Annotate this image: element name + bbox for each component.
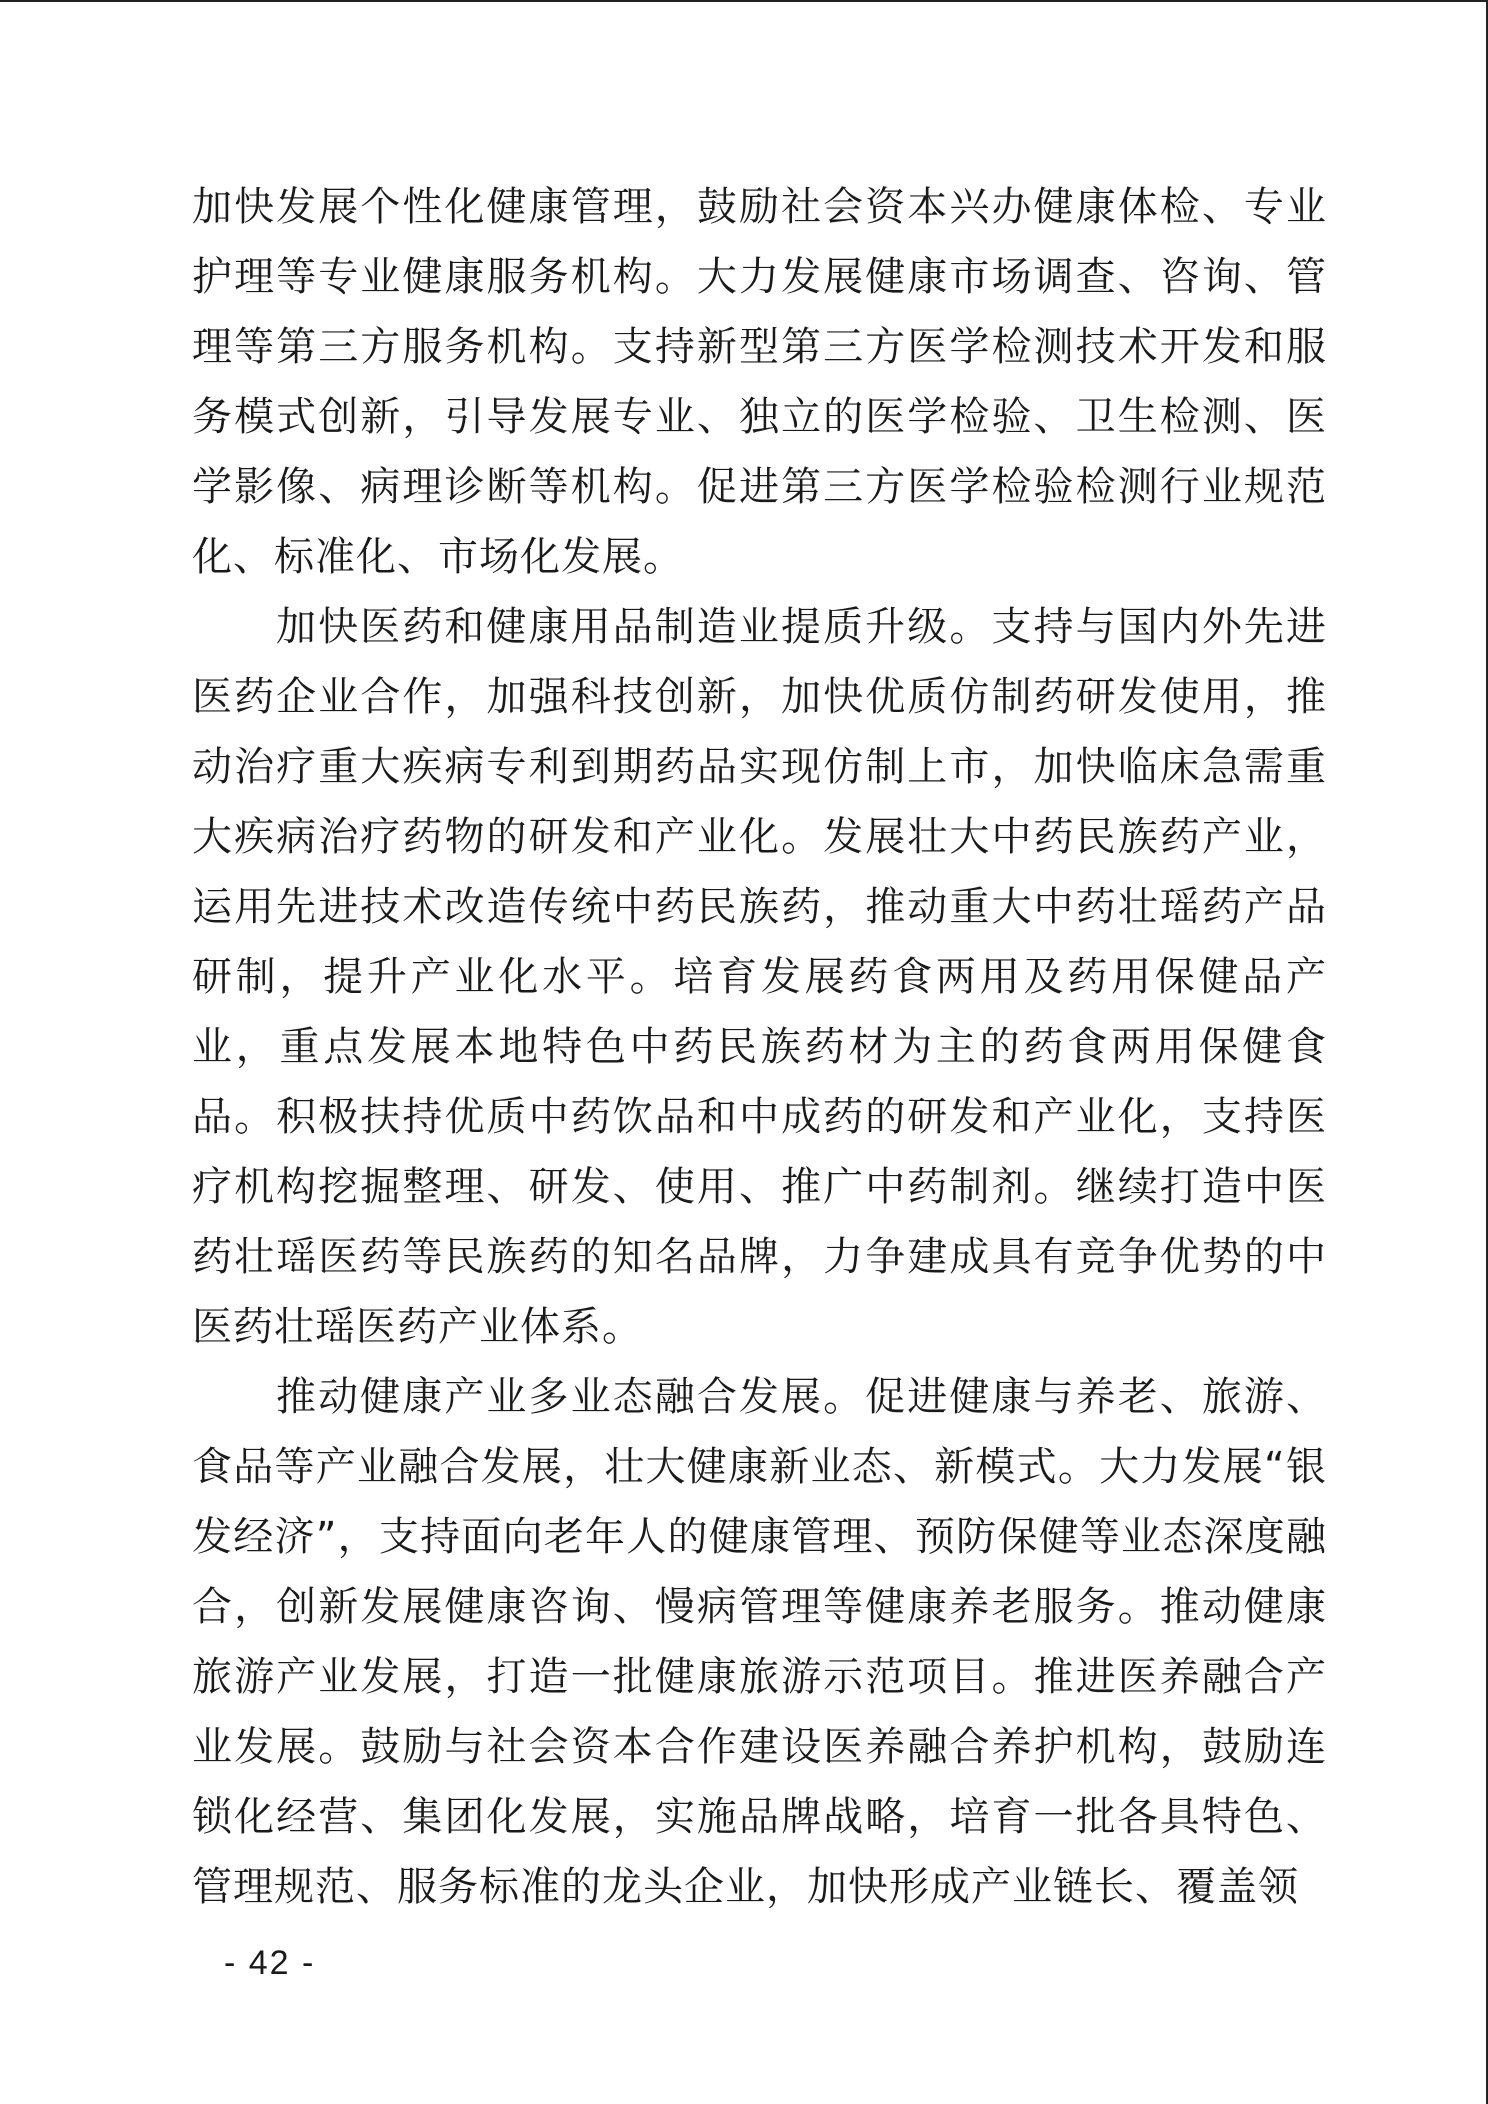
page-border-top — [0, 0, 1488, 2]
page-number: - 42 - — [224, 1944, 316, 1982]
document-body — [192, 172, 1327, 1922]
paragraph-pharmaceutical-manufacturing: 加快医药和健康用品制造业提质升级。支持与国内外先进医药企业合作，加强科技创新，加快优质仿制药研发使用，推动治疗重大疾病专利到期药品实现仿制上市，加快临床急需重大疾病治疗药物的研发和产业化。发展壮大中药民族药产业，运用先进技术改造传统中药民族药，推动重大中药壮瑶药产品研制，提升产业化水平。培育发展药食两用及药用保健品产业，重点发展本地特色中药民族药材为主的药食两用保健食品。积极扶持优质中药饮品和中成药的研发和产业化，支持医疗机构挖掘整理、研发、使用、推广中药制剂。继续打造中医药壮瑶医药等民族药的知名品牌，力争建成具有竞争优势的中医药壮瑶医药产业体系。 — [192, 604, 1327, 1350]
paragraph-health-management: 加快发展个性化健康管理，鼓励社会资本兴办健康体检、专业护理等专业健康服务机构。大力发展健康市场调查、咨询、管理等第三方服务机构。支持新型第三方医学检测技术开发和服务模式创新，引导发展专业、独立的医学检验、卫生检测、医学影像、病理诊断等机构。促进第三方医学检验检测行业规范化、标准化、市场化发展。 — [192, 184, 1327, 580]
paragraph-industry-integration: 推动健康产业多业态融合发展。促进健康与养老、旅游、食品等产业融合发展，壮大健康新业态、新模式。大力发展“银发经济”，支持面向老年人的健康管理、预防保健等业态深度融合，创新发展健康咨询、慢病管理等健康养老服务。推动健康旅游产业发展，打造一批健康旅游示范项目。推进医养融合产业发展。鼓励与社会资本合作建设医养融合养护机构，鼓励连锁化经营、集团化发展，实施品牌战略，培育一批各具特色、管理规范、服务标准的龙头企业，加快形成产业链长、覆盖领 — [192, 1374, 1327, 1910]
